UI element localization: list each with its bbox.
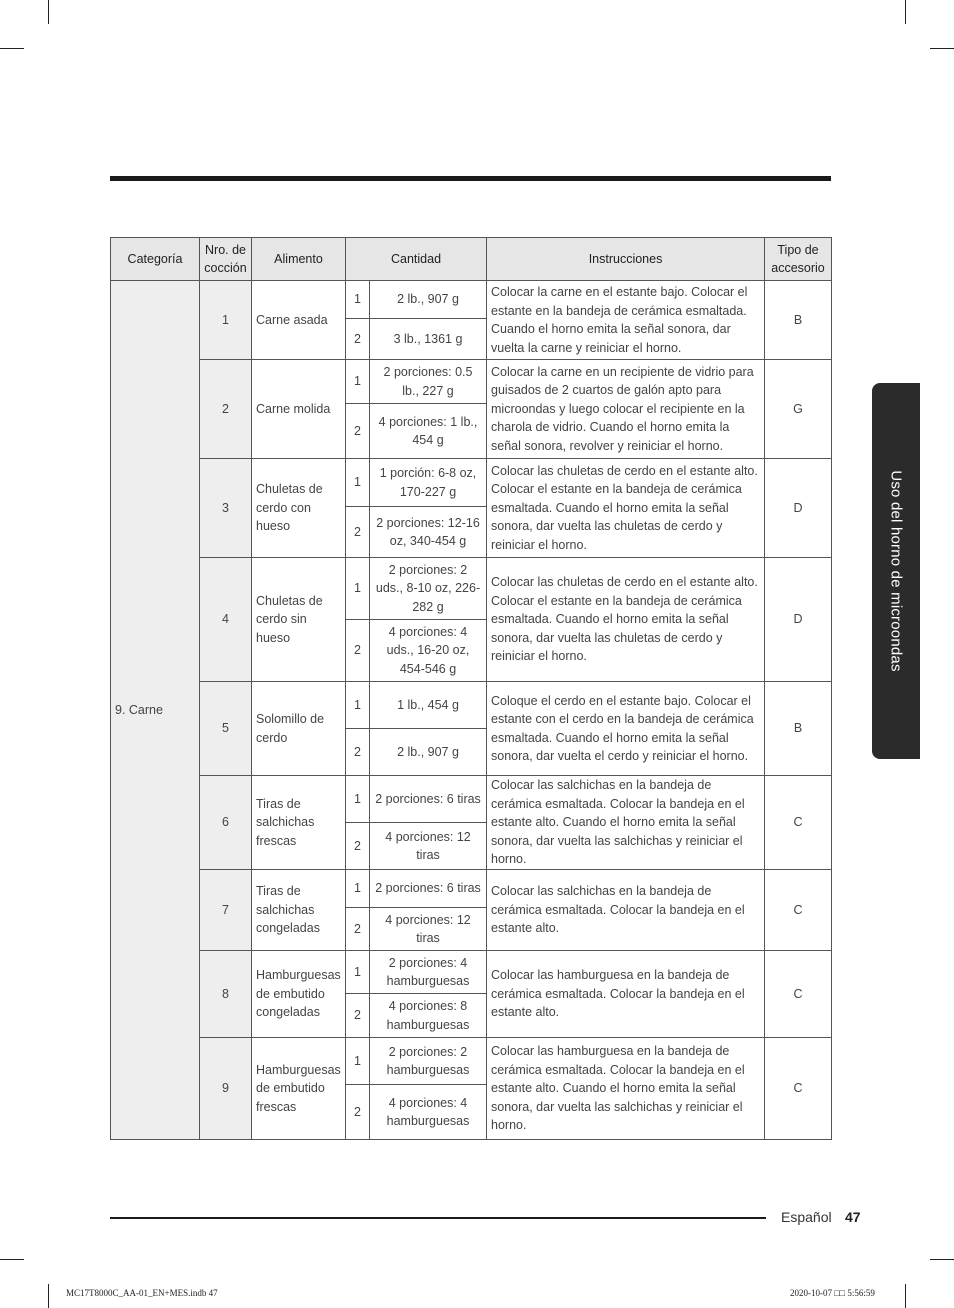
portion-number-cell: 1 xyxy=(346,558,370,620)
food-cell: Hamburguesas de embutido frescas xyxy=(252,1038,346,1140)
food-cell: Solomillo de cerdo xyxy=(252,682,346,776)
table-row xyxy=(111,870,832,908)
quantity-cell: 4 porciones: 4 hamburguesas xyxy=(370,1085,487,1140)
portion-number-cell: 2 xyxy=(346,319,370,360)
instructions-cell: Colocar la carne en un recipiente de vidrio para guisados de 2 cuartos de galón apto para microondas y luego colocar el recipiente en la charola de vidrio. Cuando el horno emita la señal sonora, revolver y reiniciar el horno. xyxy=(487,360,765,459)
crop-mark xyxy=(0,48,24,49)
portion-number-cell: 1 xyxy=(346,682,370,729)
quantity-cell: 1 lb., 454 g xyxy=(370,682,487,729)
print-slug-date: 2020-10-07 □□ 5:56:59 xyxy=(790,1288,875,1298)
table-row xyxy=(111,281,832,319)
table-header-row xyxy=(111,238,832,281)
food-cell: Carne asada xyxy=(252,281,346,360)
header-accessory: Tipo de accesorio xyxy=(765,238,832,281)
food-cell: Chuletas de cerdo sin hueso xyxy=(252,558,346,682)
quantity-cell: 2 lb., 907 g xyxy=(370,729,487,776)
cook-number-cell: 5 xyxy=(200,682,252,776)
cook-number-cell: 9 xyxy=(200,1038,252,1140)
portion-number-cell: 2 xyxy=(346,620,370,682)
portion-number-cell: 1 xyxy=(346,459,370,507)
food-cell: Chuletas de cerdo con hueso xyxy=(252,459,346,558)
accessory-cell: C xyxy=(765,1038,832,1140)
accessory-cell: B xyxy=(765,682,832,776)
cook-number-cell: 3 xyxy=(200,459,252,558)
quantity-cell: 2 porciones: 6 tiras xyxy=(370,870,487,908)
portion-number-cell: 1 xyxy=(346,776,370,823)
header-rule xyxy=(110,176,831,181)
crop-mark xyxy=(930,1259,954,1260)
crop-mark xyxy=(930,48,954,49)
header-quantity: Cantidad xyxy=(346,238,487,281)
quantity-cell: 2 porciones: 0.5 lb., 227 g xyxy=(370,360,487,404)
portion-number-cell: 1 xyxy=(346,360,370,404)
table-row xyxy=(111,558,832,620)
portion-number-cell: 1 xyxy=(346,951,370,994)
crop-mark xyxy=(48,1284,49,1308)
accessory-cell: B xyxy=(765,281,832,360)
crop-mark xyxy=(0,1259,24,1260)
cook-number-cell: 6 xyxy=(200,776,252,870)
instructions-cell: Colocar las hamburguesa en la bandeja de cerámica esmaltada. Colocar la bandeja en el estante alto. Cuando el horno emita la señal sonora, dar vuelta las salchichas y reiniciar el horno. xyxy=(487,1038,765,1140)
quantity-cell: 2 porciones: 4 hamburguesas xyxy=(370,951,487,994)
instructions-cell: Colocar las salchichas en la bandeja de cerámica esmaltada. Colocar la bandeja en el estante alto. xyxy=(487,870,765,951)
quantity-cell: 2 lb., 907 g xyxy=(370,281,487,319)
section-side-tab xyxy=(872,383,920,759)
instructions-cell: Colocar las chuletas de cerdo en el estante alto. Colocar el estante en la bandeja de cerámica esmaltada. Cuando el horno emita la señal sonora, dar vuelta las chuletas de cerdo y reiniciar el horno. xyxy=(487,459,765,558)
footer-language: Español xyxy=(781,1209,832,1225)
accessory-cell: D xyxy=(765,558,832,682)
portion-number-cell: 2 xyxy=(346,729,370,776)
quantity-cell: 2 porciones: 2 hamburguesas xyxy=(370,1038,487,1085)
table-row xyxy=(111,776,832,823)
quantity-cell: 4 porciones: 4 uds., 16-20 oz, 454-546 g xyxy=(370,620,487,682)
quantity-cell: 4 porciones: 12 tiras xyxy=(370,823,487,870)
accessory-cell: C xyxy=(765,951,832,1038)
quantity-cell: 2 porciones: 12-16 oz, 340-454 g xyxy=(370,507,487,558)
accessory-cell: G xyxy=(765,360,832,459)
instructions-cell: Colocar las salchichas en la bandeja de cerámica esmaltada. Colocar la bandeja en el estante alto. Cuando el horno emita la señal sonora, dar vuelta las salchichas y reiniciar el horno. xyxy=(487,776,765,870)
cook-number-cell: 8 xyxy=(200,951,252,1038)
quantity-cell: 4 porciones: 8 hamburguesas xyxy=(370,994,487,1038)
crop-mark xyxy=(905,0,906,24)
crop-mark xyxy=(48,0,49,24)
category-cell: 9. Carne xyxy=(111,281,200,1140)
quantity-cell: 4 porciones: 12 tiras xyxy=(370,908,487,951)
portion-number-cell: 2 xyxy=(346,404,370,459)
cook-number-cell: 4 xyxy=(200,558,252,682)
portion-number-cell: 1 xyxy=(346,870,370,908)
instructions-cell: Colocar las chuletas de cerdo en el estante alto. Colocar el estante en la bandeja de cerámica esmaltada. Cuando el horno emita la señal sonora, dar vuelta las chuletas de cerdo y reiniciar el horno. xyxy=(487,558,765,682)
portion-number-cell: 2 xyxy=(346,908,370,951)
table-row xyxy=(111,682,832,729)
header-instructions: Instrucciones xyxy=(487,238,765,281)
instructions-cell: Coloque el cerdo en el estante bajo. Colocar el estante con el cerdo en la bandeja de cerámica esmaltada. Cuando el horno emita la señal sonora, dar vuelta el cerdo y reiniciar el horno. xyxy=(487,682,765,776)
cook-number-cell: 7 xyxy=(200,870,252,951)
table-row xyxy=(111,951,832,994)
portion-number-cell: 2 xyxy=(346,1085,370,1140)
food-cell: Carne molida xyxy=(252,360,346,459)
portion-number-cell: 2 xyxy=(346,823,370,870)
header-category: Categoría xyxy=(111,238,200,281)
quantity-cell: 2 porciones: 2 uds., 8-10 oz, 226-282 g xyxy=(370,558,487,620)
food-cell: Tiras de salchichas frescas xyxy=(252,776,346,870)
footer-rule xyxy=(110,1217,766,1219)
header-food: Alimento xyxy=(252,238,346,281)
accessory-cell: C xyxy=(765,776,832,870)
portion-number-cell: 2 xyxy=(346,507,370,558)
instructions-cell: Colocar las hamburguesa en la bandeja de cerámica esmaltada. Colocar la bandeja en el estante alto. xyxy=(487,951,765,1038)
cooking-table xyxy=(110,237,832,1140)
quantity-cell: 2 porciones: 6 tiras xyxy=(370,776,487,823)
print-slug-file: MC17T8000C_AA-01_EN+MES.indb 47 xyxy=(66,1288,218,1298)
quantity-cell: 3 lb., 1361 g xyxy=(370,319,487,360)
food-cell: Tiras de salchichas congeladas xyxy=(252,870,346,951)
accessory-cell: C xyxy=(765,870,832,951)
cook-number-cell: 1 xyxy=(200,281,252,360)
table-row xyxy=(111,1038,832,1085)
accessory-cell: D xyxy=(765,459,832,558)
header-cook-number: Nro. de cocción xyxy=(200,238,252,281)
side-tab-label: Uso del horno de microondas xyxy=(887,470,905,672)
portion-number-cell: 2 xyxy=(346,994,370,1038)
cook-number-cell: 2 xyxy=(200,360,252,459)
quantity-cell: 4 porciones: 1 lb., 454 g xyxy=(370,404,487,459)
page-number: 47 xyxy=(845,1209,861,1225)
table-row xyxy=(111,360,832,404)
portion-number-cell: 1 xyxy=(346,281,370,319)
food-cell: Hamburguesas de embutido congeladas xyxy=(252,951,346,1038)
table-row xyxy=(111,459,832,507)
quantity-cell: 1 porción: 6-8 oz, 170-227 g xyxy=(370,459,487,507)
crop-mark xyxy=(905,1284,906,1308)
instructions-cell: Colocar la carne en el estante bajo. Colocar el estante en la bandeja de cerámica esmaltada. Cuando el horno emita la señal sonora, dar vuelta la carne y reiniciar el horno. xyxy=(487,281,765,360)
portion-number-cell: 1 xyxy=(346,1038,370,1085)
